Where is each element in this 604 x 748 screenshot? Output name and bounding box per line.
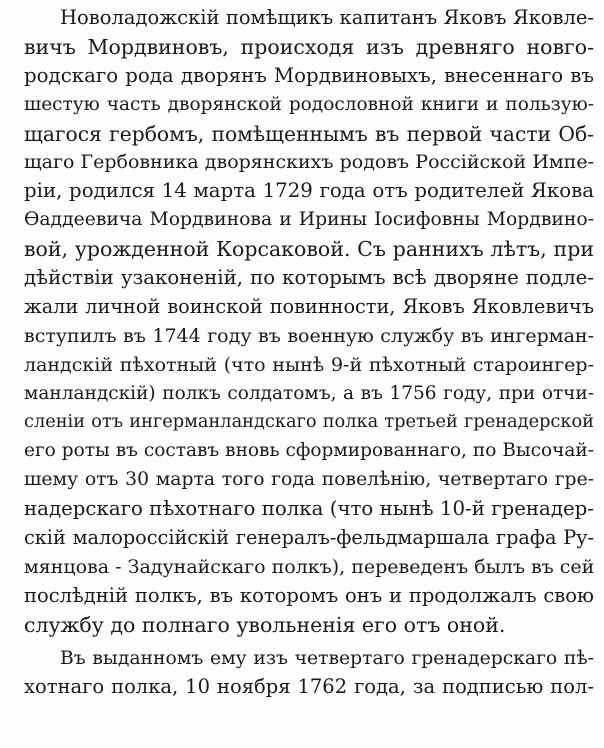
text-line: вступилъ въ 1744 году въ военную службу въ ингерман-	[24, 324, 594, 347]
text-line: Новоладожскій помѣщикъ капитанъ Яковъ Яковле-	[60, 6, 594, 29]
text-line: послѣдній полкъ, въ которомъ онъ и продолжалъ свою	[24, 583, 594, 607]
text-line: дѣйствіи узаконеній, по которымъ всѣ дворяне подле-	[24, 266, 594, 290]
text-line: Ѳаддеевича Мордвинова и Ирины Іосифовны Мордвино-	[24, 209, 594, 231]
paragraph-2	[24, 645, 594, 703]
text-line: его роты въ составъ вновь сформированнаго, по Высочай-	[24, 440, 594, 462]
text-line: шему отъ 30 марта того года повелѣнію, четвертаго гре-	[24, 469, 594, 491]
text-line: щагося гербомъ, помѣщеннымъ въ первой части Об-	[24, 121, 594, 146]
text-line: ріи, родился 14 марта 1729 года отъ родителей Якова	[24, 179, 594, 203]
text-line: манландскій) полкъ солдатомъ, а въ 1756 году, при отчи-	[24, 382, 594, 404]
text-line: сленіи отъ ингерманландскаго полка третьей гренадерской	[24, 412, 594, 433]
text-line: службу до полнаго увольненія его отъ оной.	[24, 612, 506, 637]
text-line: вичъ Мордвиновъ, происходя изъ древняго новго-	[24, 34, 594, 59]
text-line: ландскій пѣхотный (что нынѣ 9-й пѣхотный староингер-	[24, 353, 594, 376]
text-line: надерскаго пѣхотнаго полка (что нынѣ 10-й гренадер-	[24, 497, 594, 521]
text-line: скій малороссійскій генералъ-фельдмаршала графа Ру-	[24, 526, 594, 550]
paragraph-1	[24, 4, 594, 640]
text-line: вой, урожденной Корсаковой. Съ раннихъ лѣтъ, при	[24, 237, 594, 262]
body-text	[24, 4, 594, 702]
text-line: жали личной воинской повинности, Яковъ Яковлевичъ	[24, 294, 594, 318]
text-line: хотнаго полка, 10 ноября 1762 года, за подписью пол-	[24, 675, 594, 699]
text-line: щаго Гербовника дворянскихъ родовъ Россійской Импе-	[24, 151, 594, 174]
text-line: родскаго рода дворянъ Мордвиновыхъ, внесеннаго въ	[24, 63, 594, 87]
text-line: мянцова - Задунайскаго полкъ), переведенъ былъ въ сей	[24, 555, 594, 578]
text-line: Въ выданномъ ему изъ четвертаго гренадерскаго пѣ-	[60, 647, 594, 669]
text-line: шестую часть дворянской родословной книги и пользую-	[24, 93, 594, 115]
